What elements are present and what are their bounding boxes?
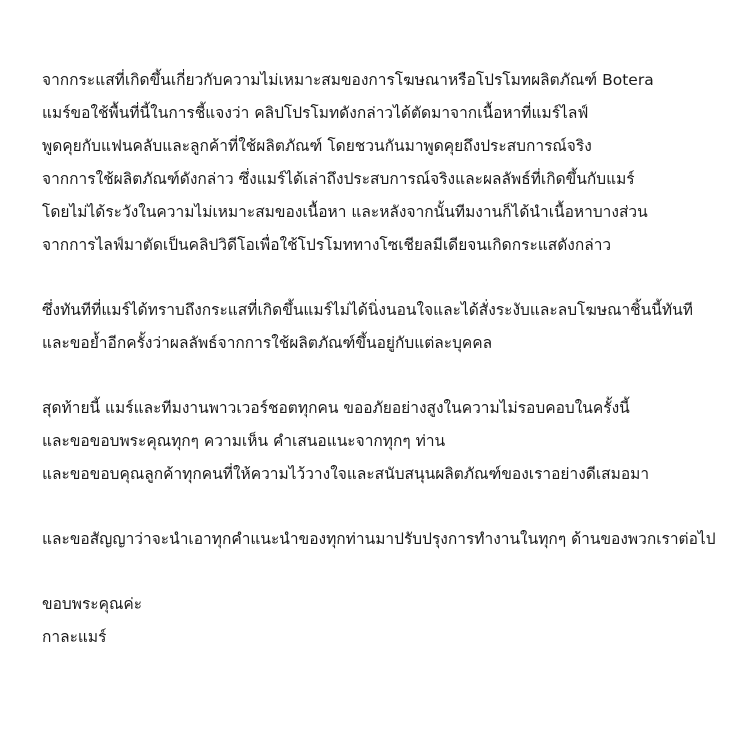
closing-block [42, 588, 722, 654]
text-line: สุดท้ายนี้ แมร์และทีมงานพาวเวอร์ชอตทุกคน ขออภัยอย่างสูงในความไม่รอบคอบในครั้งนี้ [42, 399, 630, 417]
paragraph-apology-thanks [42, 392, 722, 491]
text-line: และขอสัญญาว่าจะนำเอาทุกคำแนะนำของทุกท่านมาปรับปรุงการทำงานในทุกๆ ด้านของพวกเราต่อไป [42, 530, 716, 548]
statement-body [42, 64, 722, 654]
text-line: จากกระแสที่เกิดขึ้นเกี่ยวกับความไม่เหมาะสมของการโฆษณาหรือโปรโมทผลิตภัณฑ์ Botera [42, 71, 654, 89]
text-line: โดยไม่ได้ระวังในความไม่เหมาะสมของเนื้อหา และหลังจากนั้นทีมงานก็ได้นำเนื้อหาบางส่วน [42, 203, 648, 221]
text-line: และขอขอบพระคุณทุกๆ ความเห็น คำเสนอแนะจากทุกๆ ท่าน [42, 432, 446, 450]
text-line: และขอย้ำอีกครั้งว่าผลลัพธ์จากการใช้ผลิตภัณฑ์ขึ้นอยู่กับแต่ละบุคคล [42, 334, 493, 352]
text-line: จากการไลฟ์มาตัดเป็นคลิปวิดีโอเพื่อใช้โปรโมททางโซเชียลมีเดียจนเกิดกระแสดังกล่าว [42, 236, 612, 254]
text-line: และขอขอบคุณลูกค้าทุกคนที่ให้ความไว้วางใจและสนับสนุนผลิตภัณฑ์ของเราอย่างดีเสมอมา [42, 465, 650, 483]
paragraph-promise [42, 523, 722, 556]
text-line: จากการใช้ผลิตภัณฑ์ดังกล่าว ซึ่งแมร์ได้เล่าถึงประสบการณ์จริงและผลลัพธ์ที่เกิดขึ้นกับแมร์ [42, 170, 635, 188]
signature: กาละแมร์ [42, 628, 107, 646]
text-line: แมร์ขอใช้พื้นที่นี้ในการชี้แจงว่า คลิปโปรโมทดังกล่าวได้ตัดมาจากเนื้อหาที่แมร์ไลฟ์ [42, 104, 589, 122]
text-line: พูดคุยกับแฟนคลับและลูกค้าที่ใช้ผลิตภัณฑ์ โดยชวนกันมาพูดคุยถึงประสบการณ์จริง [42, 137, 592, 155]
paragraph-apology-context [42, 64, 722, 262]
paragraph-action-taken [42, 294, 722, 360]
closing-thanks: ขอบพระคุณค่ะ [42, 595, 143, 613]
text-line: ซึ่งทันทีที่แมร์ได้ทราบถึงกระแสที่เกิดขึ้นแมร์ไม่ได้นิ่งนอนใจและได้สั่งระงับและลบโฆษณาชิ้นนี้ทันที [42, 301, 693, 319]
